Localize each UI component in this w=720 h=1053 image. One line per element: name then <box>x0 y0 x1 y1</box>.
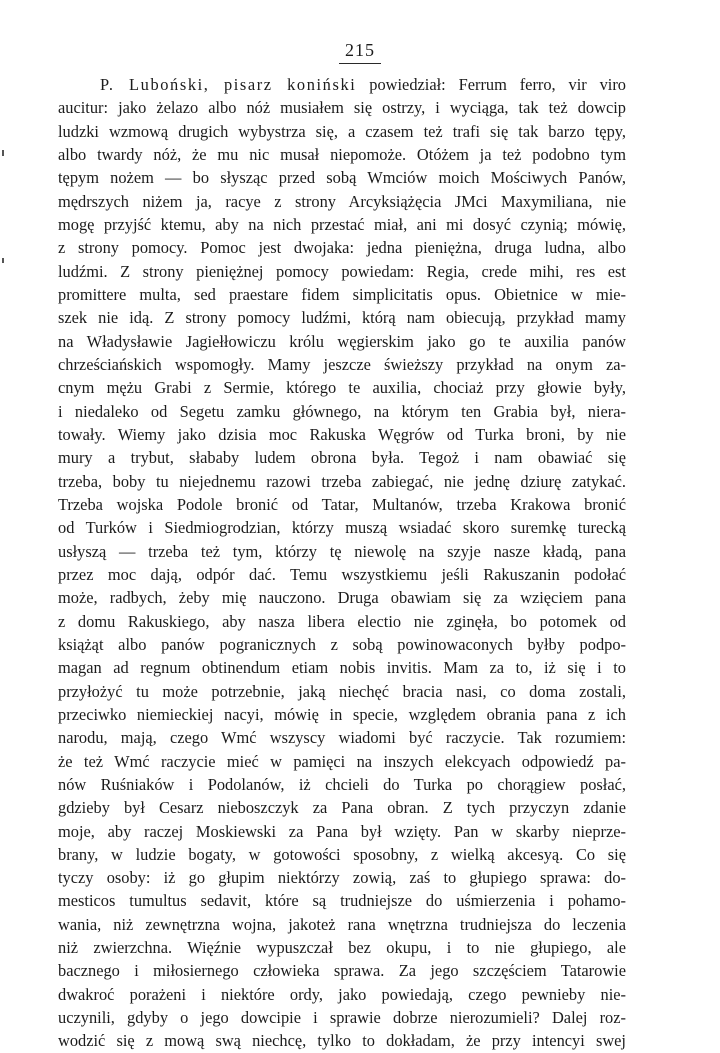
text-line: ludzki wzmową drugich wybystrza się, a czasem też trafi się tak barzo tępy, <box>58 121 626 141</box>
text-line: może, radbych, żeby mię nauczono. Druga obawiam się za wzięciem pana <box>58 588 626 608</box>
scan-margin-mark <box>2 150 4 156</box>
text-line: z domu Rakuskiego, aby nasza libera electio nie zginęła, bo potomek od <box>58 611 626 631</box>
text-line: gdzieby był Cesarz nieboszczyk za Pana obran. Z tych przyczyn zdanie <box>58 798 626 818</box>
text-line: przyłożyć tu może potrzebnie, jaką niechęć bracia nasi, co doma zostali, <box>58 681 626 701</box>
text-line: nów Ruśniaków i Podolanów, iż chcieli do Turka po chorągiew posłać, <box>58 774 626 794</box>
text-line: mury a trybut, słababy ludem obrona była. Tegoż i nam obawiać się <box>58 448 626 468</box>
text-line: niż zwierzchna. Więźnie wypuszczał bez okupu, i to nie głupiego, ale <box>58 938 626 958</box>
text-line: Trzeba wojska Podole bronić od Tatar, Multanów, trzeba Krakowa bronić <box>58 494 626 514</box>
text-line: mędrszych niżem ja, racye z strony Arcyksiążęcia JMci Maxymiliana, nie <box>58 191 626 211</box>
text-line: na Władysławie Jagiełłowiczu królu węgierskim jako go te auxilia panów <box>58 331 626 351</box>
text-line: przeciwko niemieckiej nacyi, mówię in specie, względem obrania pana z ich <box>58 704 626 724</box>
text-line: przez moc dają, odpór dać. Temu wszystkiemu jeśli Rakuszanin podołać <box>58 564 626 584</box>
text-line: i niedaleko od Segetu zamku głównego, na którym ten Grabia był, niera- <box>58 401 626 421</box>
text-line: mesticos tumultus sedavit, które są trudniejsze do uśmierzenia i pohamo- <box>58 891 626 911</box>
text-line: od Turków i Siedmiogrodzian, którzy muszą wsiadać skoro suremkę turecką <box>58 518 626 538</box>
text-line: uczynili, gdyby o jego dowcipie i sprawie dobrze nierozumieli? Dalej roz- <box>58 1008 626 1028</box>
text-line: szek nie idą. Z strony pomocy ludźmi, którą nam obiecują, przykład mamy <box>58 308 626 328</box>
text-line <box>58 73 626 96</box>
text-line: albo twardy nóż, że mu nic musał niepomoże. Otóżem ja też podobno tym <box>58 144 626 164</box>
speaker-name: P. Luboński, pisarz koniński <box>100 75 357 94</box>
text-line: wania, niż zewnętrzna wojna, jakoteż rana wnętrzna trudniejsza do leczenia <box>58 914 626 934</box>
text-line: promittere multa, sed praestare fidem simplicitatis opus. Obietnice w mie- <box>58 284 626 304</box>
text-line: książąt albo panów pogranicznych z sobą powinowaconych byłby podpo- <box>58 634 626 654</box>
text-line: że też Wmć raczycie mieć w pamięci na inszych elekcyach odpowiedź pa- <box>58 751 626 771</box>
text-line: tyczy osoby: iż go głupim niektórzy zowią, zaś to głupiego sprawa: do- <box>58 868 626 888</box>
text-line: aucitur: jako żelazo albo nóż musiałem się ostrzy, i wyciąga, tak też dowcip <box>58 98 626 118</box>
text-line: moje, aby raczej Moskiewski za Pana był wzięty. Pan w skarby nieprze- <box>58 821 626 841</box>
text-line: ludźmi. Z strony pieniężnej pomocy powiedam: Regia, crede mihi, res est <box>58 261 626 281</box>
text-line: magan ad regnum obtinendum etiam nobis invitis. Mam za to, iż się i to <box>58 658 626 678</box>
text-line: towały. Wiemy jako dzisia moc Rakuska Węgrów od Turka broni, by nie <box>58 424 626 444</box>
text-line: mogę przyjść ktemu, aby na nich przestać miał, ani mi dosyć czynią; mówię, <box>58 214 626 234</box>
text-line: wodzić się z mową swą niechcę, tylko to dokładam, że przy intencyi swej <box>58 1031 626 1051</box>
body-text <box>58 73 626 1053</box>
text-line: z strony pomocy. Pomoc jest dwojaka: jedna pieniężna, druga ludna, albo <box>58 238 626 258</box>
text-line: bacznego i miłosiernego człowieka sprawa. Za jego szczęściem Tatarowie <box>58 961 626 981</box>
text-line: dwakroć porażeni i niektóre ordy, jako powiedają, czego pewnieby nie- <box>58 984 626 1004</box>
first-line-text: powiedział: Ferrum ferro, vir viro <box>356 75 626 94</box>
text-line: tępym nożem — bo słysząc przed sobą Wmciów moich Mościwych Panów, <box>58 168 626 188</box>
text-line: cnym mężu Grabi z Sermie, którego te auxilia, chociaż przy głowie były, <box>58 378 626 398</box>
page-number-text: 215 <box>339 40 381 64</box>
text-line: brany, w ludzie bogaty, w gotowości sposobny, z wielką akcesyą. Co się <box>58 844 626 864</box>
text-line: chrześciańskich wspomogły. Mamy jeszcze świeższy przykład na onym za- <box>58 354 626 374</box>
scan-margin-mark <box>2 258 4 263</box>
text-line: narodu, mają, czego Wmć wszyscy wiadomi być raczycie. Tak rozumiem: <box>58 728 626 748</box>
text-line: usłyszą — trzeba też tym, którzy tę niewolę na szyje nasze kładą, pana <box>58 541 626 561</box>
text-line: trzeba, boby tu niejednemu razowi trzeba zabiegać, nie jednę dziurę zatykać. <box>58 471 626 491</box>
page-number <box>0 40 720 64</box>
